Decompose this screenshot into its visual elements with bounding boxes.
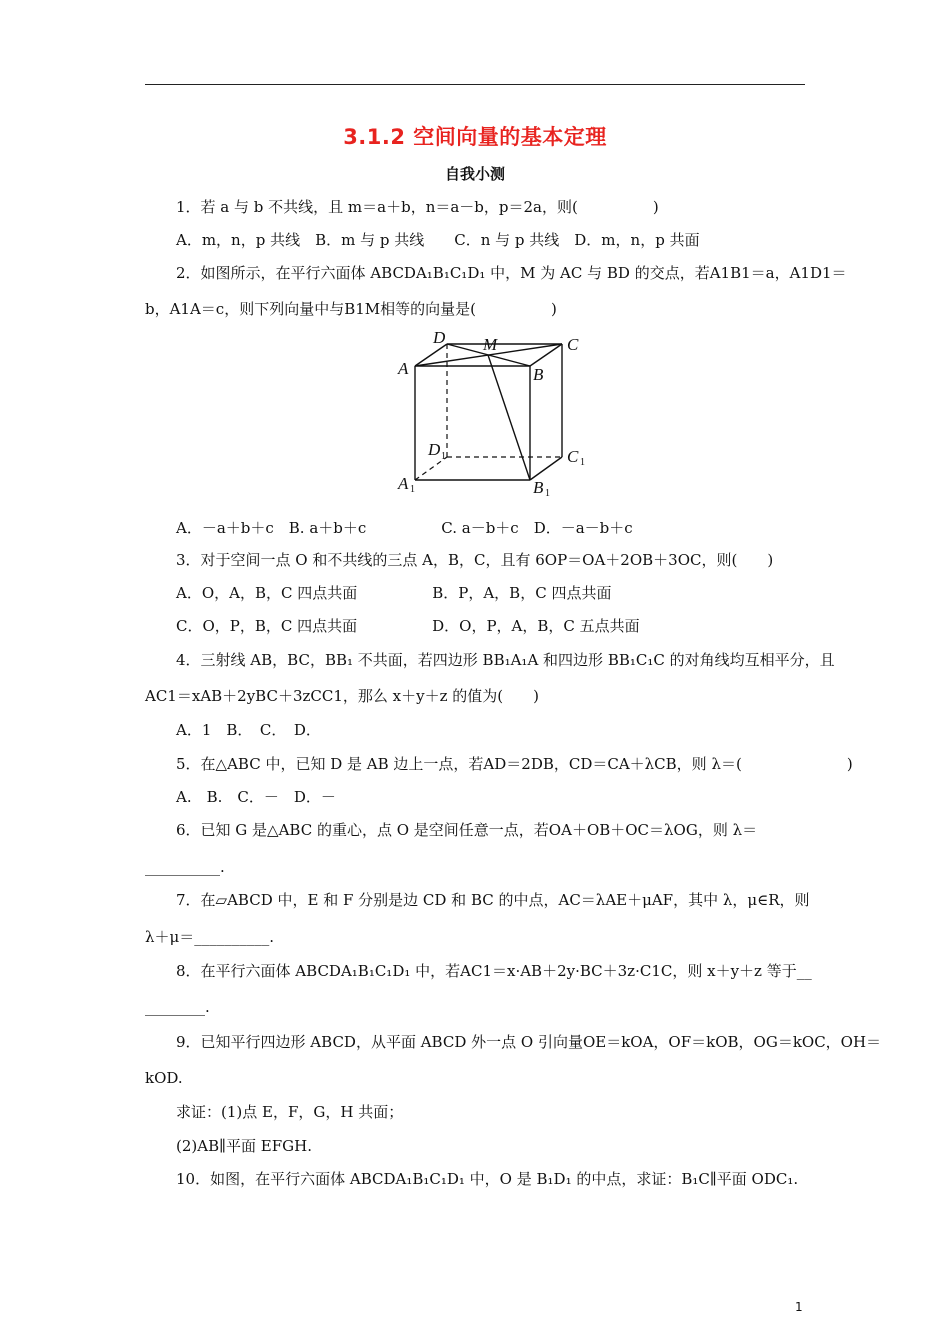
label-a1: A <box>398 474 409 493</box>
parallelepiped-figure <box>395 326 595 502</box>
subscript-a1: 1 <box>410 484 415 495</box>
edge-b1c1 <box>530 457 562 480</box>
subscript-b1: 1 <box>545 488 550 499</box>
subscript-c1: 1 <box>580 457 585 468</box>
label-m: M <box>483 335 498 354</box>
question-4-cont: AC1＝xAB＋2yBC＋3zCC1，那么 x＋y＋z 的值为( ) <box>145 687 539 705</box>
page-title: 3.1.2 空间向量的基本定理 <box>343 125 607 149</box>
question-2: 2．如图所示，在平行六面体 ABCDA₁B₁C₁D₁ 中，M 为 AC 与 BD 的交点，若A1B1＝a，A1D1＝ <box>176 264 847 282</box>
label-b1: B <box>533 478 544 497</box>
page-number: 1 <box>795 1300 803 1314</box>
question-10: 10．如图，在平行六面体 ABCDA₁B₁C₁D₁ 中，O 是 B₁D₁ 的中点，求证：B₁C∥平面 ODC₁. <box>176 1170 799 1188</box>
question-2-options: A．－a＋b＋c B. a＋b＋c C. a－b＋c D．－a－b＋c <box>176 519 633 537</box>
question-6: 6．已知 G 是△ABC 的重心，点 O 是空间任意一点，若OA＋OB＋OC＝λOG，则 λ＝ <box>176 821 758 839</box>
label-c: C <box>567 335 579 354</box>
question-9-cont: kOD. <box>145 1069 183 1087</box>
question-3-options-cd: C．O，P，B，C 四点共面 D．O，P，A，B，C 五点共面 <box>176 617 640 635</box>
subscript-d1: 1 <box>441 451 446 462</box>
question-5: 5．在△ABC 中，已知 D 是 AB 边上一点，若AD＝2DB，CD＝CA＋λCB，则 λ＝( ) <box>176 755 853 773</box>
section-subtitle: 自我小测 <box>444 165 505 183</box>
label-d1: D <box>428 440 441 459</box>
question-2-cont: b，A1A＝c，则下列向量中与B1M相等的向量是( ) <box>145 300 557 318</box>
question-1-options: A．m，n，p 共线 B．m 与 p 共线 C．n 与 p 共线 D．m，n，p 共面 <box>176 231 700 249</box>
question-5-options: A. B. C．－ D．－ <box>176 788 336 806</box>
label-a: A <box>398 359 409 378</box>
question-9-proof-2: (2)AB∥平面 EFGH. <box>176 1137 312 1155</box>
question-8: 8．在平行六面体 ABCDA₁B₁C₁D₁ 中，若AC1＝x·AB＋2y·BC＋3z·C1C，则 x＋y＋z 等于__ <box>176 962 812 980</box>
edge-bc <box>530 344 562 366</box>
header-rule <box>145 84 805 85</box>
question-9: 9．已知平行四边形 ABCD，从平面 ABCD 外一点 O 引向量OE＝kOA，OF＝kOB，OG＝kOC，OH＝ <box>176 1033 882 1051</box>
segment-b1m <box>488 355 530 480</box>
question-7-blank: λ＋μ＝__________. <box>145 928 275 946</box>
question-8-blank: ________. <box>145 998 210 1016</box>
question-4: 4．三射线 AB，BC，BB₁ 不共面，若四边形 BB₁A₁A 和四边形 BB₁C₁C 的对角线均互相平分，且 <box>176 651 835 669</box>
question-7: 7．在▱ABCD 中，E 和 F 分别是边 CD 和 BC 的中点，AC＝λAE＋μAF，其中 λ，μ∈R，则 <box>176 891 810 909</box>
label-b: B <box>533 365 544 384</box>
question-6-blank: __________. <box>145 858 225 876</box>
question-4-options: A．1 B． C． D． <box>176 721 321 739</box>
question-9-proof-1: 求证：(1)点 E，F，G，H 共面； <box>176 1103 404 1121</box>
question-3: 3．对于空间一点 O 和不共线的三点 A，B，C，且有 6OP＝OA＋2OB＋3OC，则( ) <box>176 551 774 569</box>
edge-ad <box>415 344 447 366</box>
question-1: 1．若 a 与 b 不共线，且 m＝a＋b，n＝a－b，p＝2a，则( ) <box>176 198 659 216</box>
label-c1: C <box>567 447 579 466</box>
label-d: D <box>433 328 446 347</box>
question-3-options-ab: A．O，A，B，C 四点共面 B．P，A，B，C 四点共面 <box>176 584 612 602</box>
